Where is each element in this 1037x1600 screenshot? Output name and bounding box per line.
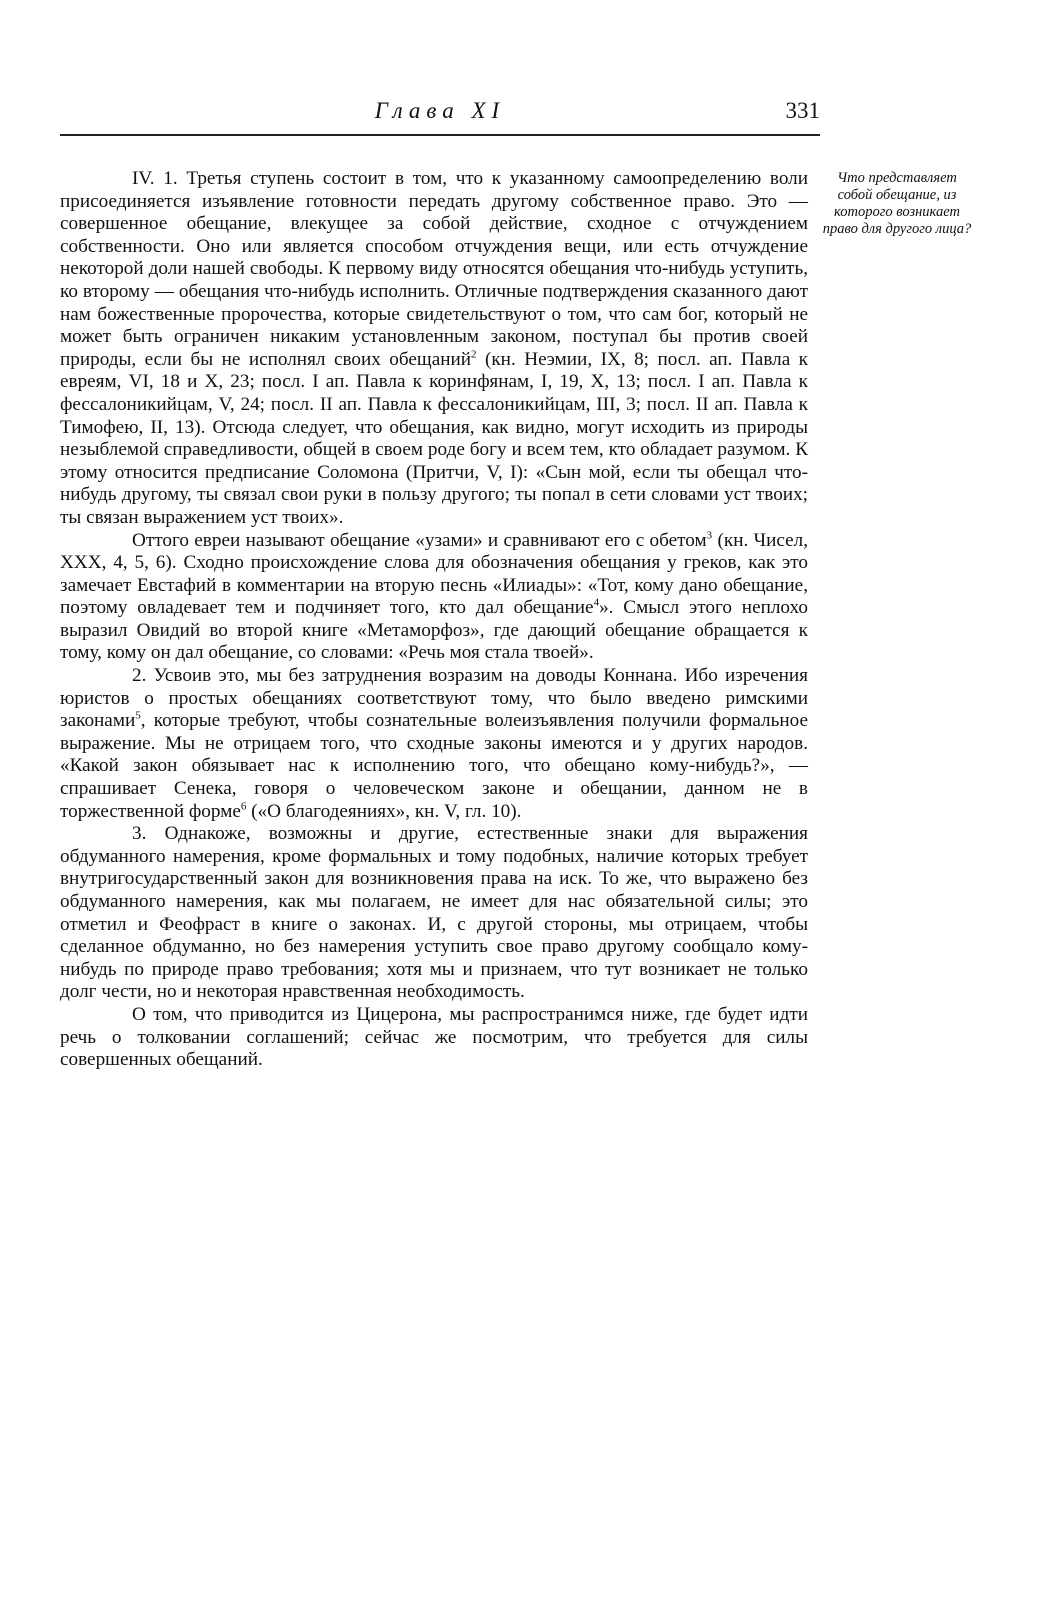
paragraph-text: 3. Однакоже, возможны и другие, естественные знаки для выражения обдуманного намерения, кроме формальных и тому подобных, наличие которых требует внутригосударственный закон для возникновения права на иск. То же, что выражено без обдуманного намерения, как мы полагаем, не имеет для нас обязательной силы; это отметил и Феофраст в книге о законах. И, с другой стороны, мы отрицаем, чтобы сделанное обдуманно, но без намерения уступить свое право другому сообщало кому-нибудь по природе право требования; хотя мы и признаем, что тут возникает не только долг чести, но и некоторая нравственная необходимость. <box>60 823 808 1003</box>
footnote-ref: 3 <box>706 529 713 542</box>
paragraph-text: (кн. Чисел, XXX, 4, 5, 6). Сходно происхождение слова для обозначения обещания у греков, как это замечает Евстафий в комментарии на вторую песнь «Илиады»: «Тот, кому дано обещание, поэтому овладевает тем и подчиняет того, кто дал обещание <box>60 529 809 619</box>
paragraph <box>60 1004 808 1072</box>
text-column <box>60 168 808 1072</box>
running-head <box>60 96 820 130</box>
paragraph-text: Оттого евреи называют обещание «узами» и сравнивают его с обетом <box>132 529 707 551</box>
paragraph-text: IV. 1. Третья ступень состоит в том, что к указанному самоопределению воли присоединяется изъявление готовности передать другому собственное право. Это — совершенное обещание, влекущее за собой действие, сходное с отчуждением собственности. Оно или является способом отчуждения вещи, или есть отчуждение некоторой доли нашей свободы. К первому виду относятся обещания что-нибудь уступить, ко второму — обещания что-нибудь исполнить. Отличные подтверждения сказанного дают нам божественные пророчества, которые свидетельствуют о том, что сам бог, который не может быть ограничен никаким установленным законом, поступал бы против своей природы, если бы не исполнял своих обещаний <box>60 168 808 370</box>
paragraph-text: ». Смысл этого неплохо выразил Овидий во второй книге «Метаморфоз», где дающий обещание обращается к тому, кому он дал обещание, со словами: «Речь моя стала твоей». <box>60 597 808 664</box>
chapter-title: Глава XI <box>374 98 506 123</box>
paragraph-text: , которые требуют, чтобы сознательные волеизъявления получили формальное выражение. Мы не отрицаем того, что сходные законы имеются и у других народов. «Какой закон обязывает нас к исполнению того, что обещано кому-нибудь?», — спрашивает Сенека, говоря о человеческом законе и обещании, данном не в торжественной форме <box>60 710 808 822</box>
paragraph-text: (кн. Неэмии, IX, 8; посл. ап. Павла к евреям, VI, 18 и X, 23; посл. I ап. Павла к коринфянам, I, 19, X, 13; посл. I ап. Павла к фессалоникийцам, V, 24; посл. II ап. Павла к фессалоникийцам, III, 3; посл. II ап. Павла к Тимофею, II, 13). Отсюда следует, что обещания, как видно, могут исходить из природы незыблемой справедливости, общей в своем роде богу и всем тем, кто обладает разумом. К этому относится предписание Соломона (Притчи, V, I): «Сын мой, если ты обещал что-нибудь другому, ты связал свои руки в пользу другого; ты попал в сети словами уст твоих; ты связан выражением уст твоих». <box>60 348 808 528</box>
paragraph <box>60 530 808 666</box>
page-number: 331 <box>785 98 820 123</box>
paragraph-text: 2. Усвоив это, мы без затруднения возразим на доводы Коннана. Ибо изречения юристов о простых обещаниях соответствуют тому, что было введено римскими законами <box>60 665 808 732</box>
paragraph <box>60 665 808 823</box>
margin-note: Что представляет собой обещание, из которого возникает право для другого лица? <box>822 170 972 237</box>
footnote-ref: 6 <box>240 800 247 813</box>
footnote-ref: 4 <box>593 596 600 609</box>
paragraph-text: («О благодеяниях», кн. V, гл. 10). <box>246 800 522 822</box>
footnote-ref: 2 <box>471 348 477 361</box>
footnote-ref: 5 <box>135 709 141 722</box>
paragraph-text: О том, что приводится из Цицерона, мы распространимся ниже, где будет идти речь о толковании соглашений; сейчас же посмотрим, что требуется для силы совершенных обещаний. <box>60 1003 808 1071</box>
header-rule <box>60 134 820 136</box>
paragraph <box>60 823 808 1004</box>
paragraph <box>60 168 808 530</box>
